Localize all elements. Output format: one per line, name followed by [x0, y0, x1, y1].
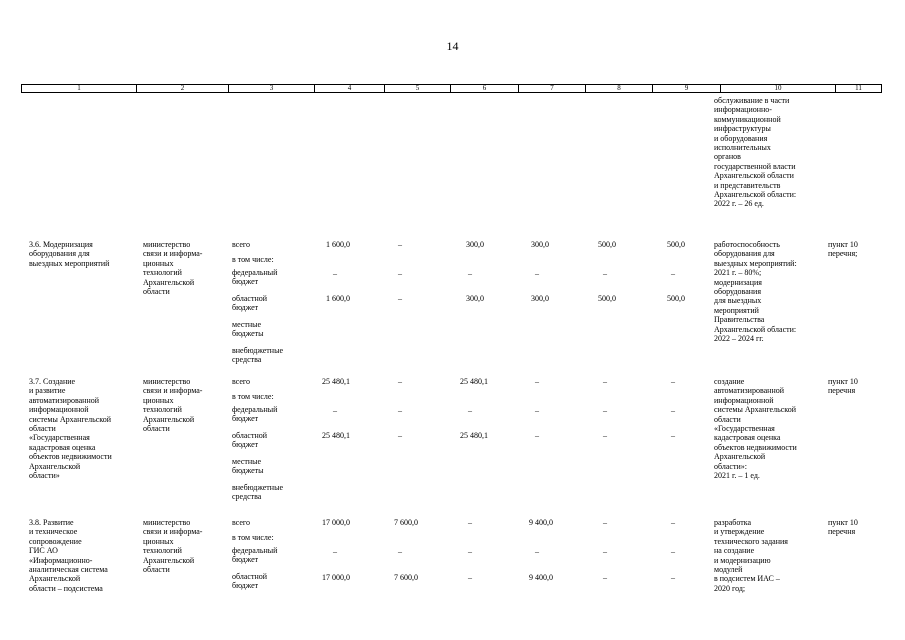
regional-col9: – — [671, 573, 675, 582]
col-header-5: 5 — [385, 85, 451, 92]
regional-col7: – — [535, 431, 539, 440]
continued-result-text: обслуживание в части информационно- коммуникационной инфраструктуры и оборудования исполнительных органов государственной власти Архангельской области и представительств Архангельской области: 2022 г. – 26 ед. — [714, 96, 797, 209]
funding-total-label: всего — [232, 518, 251, 527]
total-col7: – — [535, 377, 539, 386]
regional-col7: 9 400,0 — [529, 573, 553, 582]
federal-col6: – — [468, 406, 472, 415]
regional-col8: – — [603, 431, 607, 440]
regional-col4: 17 000,0 — [322, 573, 350, 582]
funding-federal-label: федеральный бюджет — [232, 546, 278, 565]
regional-col4: 25 480,1 — [322, 431, 350, 440]
total-col8: 500,0 — [598, 240, 616, 249]
funding-federal-label: федеральный бюджет — [232, 268, 278, 287]
activity-name: 3.6. Модернизация оборудования для выездных мероприятий — [29, 240, 110, 268]
total-col8: – — [603, 518, 607, 527]
expected-result: работоспособность оборудования для выездных мероприятий: 2021 г. – 80%; модернизация оборудования для выездных мероприятий Правительства Архангельской области: 2022 – 2024 гг. — [714, 240, 797, 344]
total-col8: – — [603, 377, 607, 386]
federal-col6: – — [468, 547, 472, 556]
col-header-6: 6 — [451, 85, 519, 92]
federal-col8: – — [603, 547, 607, 556]
reference: пункт 10 перечня — [828, 377, 858, 396]
funding-total-label: всего — [232, 240, 251, 249]
column-number-header — [21, 84, 882, 93]
federal-col5: – — [398, 406, 402, 415]
regional-col9: – — [671, 431, 675, 440]
total-col7: 9 400,0 — [529, 518, 553, 527]
federal-col8: – — [603, 406, 607, 415]
col-header-9: 9 — [653, 85, 721, 92]
page-number: 14 — [446, 39, 459, 53]
funding-incl-label: в том числе: — [232, 392, 274, 401]
federal-col9: – — [671, 269, 675, 278]
responsible-org: министерство связи и информа- ционных технологий Архангельской области — [143, 240, 203, 297]
activity-name: 3.8. Развитие и техническое сопровождение ГИС АО «Информационно- аналитическая система Архангельской области – подсистема — [29, 518, 108, 593]
responsible-org: министерство связи и информа- ционных технологий Архангельской области — [143, 377, 203, 434]
funding-regional-label: областной бюджет — [232, 431, 268, 450]
expected-result: создание автоматизированной информационной системы Архангельской области «Государственная кадастровая оценка объектов недвижимости Архангельской области»: 2021 г. – 1 ед. — [714, 377, 797, 481]
regional-col5: – — [398, 294, 402, 303]
expected-result: разработка и утверждение технического задания на создание и модернизацию модулей в подсистем ИАС – 2020 год; — [714, 518, 788, 593]
regional-col6: 25 480,1 — [460, 431, 488, 440]
col-header-10: 10 — [721, 85, 836, 92]
reference: пункт 10 перечня — [828, 518, 858, 537]
total-col6: 300,0 — [466, 240, 484, 249]
regional-col5: – — [398, 431, 402, 440]
total-col4: 25 480,1 — [322, 377, 350, 386]
regional-col5: 7 600,0 — [394, 573, 418, 582]
col-header-8: 8 — [586, 85, 653, 92]
funding-incl-label: в том числе: — [232, 255, 274, 264]
funding-extrabudget-label: внебюджетные средства — [232, 483, 283, 502]
federal-col9: – — [671, 406, 675, 415]
total-col5: – — [398, 377, 402, 386]
col-header-3: 3 — [229, 85, 315, 92]
total-col9: – — [671, 518, 675, 527]
total-col5: 7 600,0 — [394, 518, 418, 527]
total-col9: – — [671, 377, 675, 386]
regional-col4: 1 600,0 — [326, 294, 350, 303]
regional-col7: 300,0 — [531, 294, 549, 303]
federal-col4: – — [333, 547, 337, 556]
regional-col6: – — [468, 573, 472, 582]
funding-incl-label: в том числе: — [232, 533, 274, 542]
total-col4: 1 600,0 — [326, 240, 350, 249]
federal-col5: – — [398, 269, 402, 278]
regional-col8: 500,0 — [598, 294, 616, 303]
funding-regional-label: областной бюджет — [232, 294, 268, 313]
activity-name: 3.7. Создание и развитие автоматизированной информационной системы Архангельской области «Государственная кадастровая оценка объектов недвижимости Архангельской области» — [29, 377, 112, 481]
col-header-4: 4 — [315, 85, 385, 92]
regional-col8: – — [603, 573, 607, 582]
col-header-1: 1 — [22, 85, 137, 92]
total-col6: 25 480,1 — [460, 377, 488, 386]
col-header-11: 11 — [855, 84, 862, 92]
funding-local-label: местные бюджеты — [232, 457, 264, 476]
funding-total-label: всего — [232, 377, 251, 386]
total-col4: 17 000,0 — [322, 518, 350, 527]
regional-col6: 300,0 — [466, 294, 484, 303]
federal-col5: – — [398, 547, 402, 556]
total-col7: 300,0 — [531, 240, 549, 249]
federal-col7: – — [535, 269, 539, 278]
funding-federal-label: федеральный бюджет — [232, 405, 278, 424]
federal-col4: – — [333, 269, 337, 278]
federal-col6: – — [468, 269, 472, 278]
federal-col7: – — [535, 547, 539, 556]
funding-local-label: местные бюджеты — [232, 320, 264, 339]
funding-regional-label: областной бюджет — [232, 572, 268, 591]
federal-col4: – — [333, 406, 337, 415]
federal-col8: – — [603, 269, 607, 278]
regional-col9: 500,0 — [667, 294, 685, 303]
reference: пункт 10 перечня; — [828, 240, 858, 259]
total-col5: – — [398, 240, 402, 249]
col-header-7: 7 — [519, 85, 586, 92]
total-col9: 500,0 — [667, 240, 685, 249]
responsible-org: министерство связи и информа- ционных технологий Архангельской области — [143, 518, 203, 575]
funding-extrabudget-label: внебюджетные средства — [232, 346, 283, 365]
total-col6: – — [468, 518, 472, 527]
federal-col9: – — [671, 547, 675, 556]
federal-col7: – — [535, 406, 539, 415]
col-header-2: 2 — [137, 85, 229, 92]
